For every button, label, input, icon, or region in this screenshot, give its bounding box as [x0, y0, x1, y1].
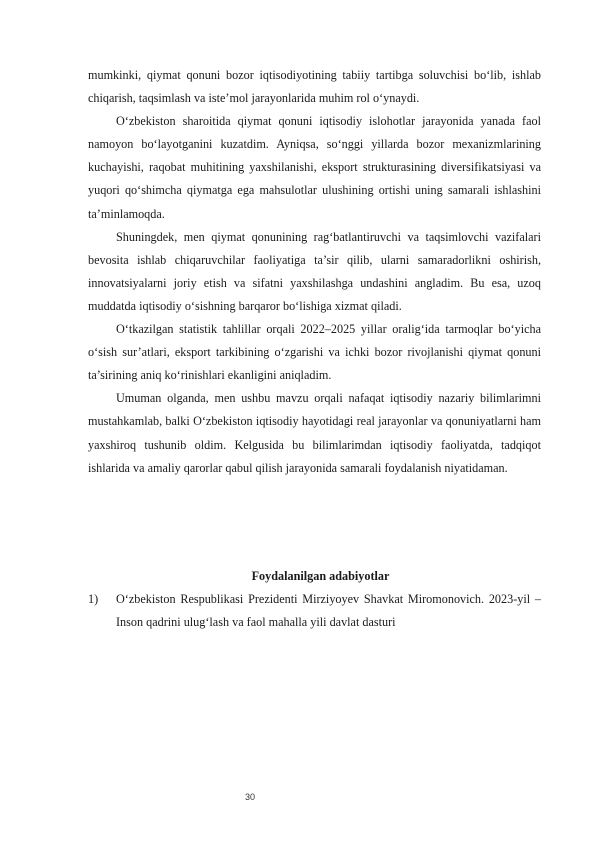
references-list — [88, 588, 541, 634]
body-paragraph-2: O‘zbekiston sharoitida qiymat qonuni iqtisodiy islohotlar jarayonida yanada faol namoyon bo‘layotganini kuzatdim. Ayniqsa, so‘nggi yillarda bozor mexanizmlarining kuchayishi, raqobat muhitining yaxshilanishi, eksport strukturasining diversifikatsiyasi va yuqori qo‘shimcha qiymatga ega mahsulotlar ulushining ortishi uning samarali ishlashini ta’minlamoqda. — [88, 114, 541, 221]
reference-item-1 — [88, 588, 541, 634]
document-body — [88, 64, 541, 634]
reference-text: O‘zbekiston Respublikasi Prezidenti Mirziyoyev Shavkat Miromonovich. 2023-yil – Inson qadrini ulug‘lash va faol mahalla yili davlat dasturi — [116, 591, 541, 629]
page-number: 30 — [244, 792, 255, 802]
body-paragraph-1: mumkinki, qiymat qonuni bozor iqtisodiyotining tabiiy tartibga soluvchisi bo‘lib, ishlab chiqarish, taqsimlash va iste’mol jarayonlarida muhim rol o‘ynaydi. — [88, 68, 541, 106]
body-paragraph-5: Umuman olganda, men ushbu mavzu orqali nafaqat iqtisodiy nazariy bilimlarimni mustahkamlab, balki O‘zbekiston iqtisodiy hayotidagi real jarayonlar va qonuniyatlarni ham yaxshiroq tushunib oldim. Kelgusida bu bilimlarimdan iqtisodiy faoliyatda, tadqiqot ishlarida va amaliy qarorlar qabul qilish jarayonida samarali foydalanish niyatidaman. — [88, 391, 541, 475]
body-paragraph-3: Shuningdek, men qiymat qonunining rag‘batlantiruvchi va taqsimlovchi vazifalari bevosita ishlab chiqaruvchilar faoliyatiga ta’sir qilib, ularni samaradorlikni oshirish, innovatsiyalarni joriy etish va sifatni yaxshilashga undashini angladim. Bu esa, uzoq muddatda iqtisodiy o‘sishning barqaror bo‘lishiga xizmat qiladi. — [88, 229, 541, 313]
reference-number: 1) — [88, 591, 99, 606]
references-title: Foydalanilgan adabiyotlar — [251, 568, 390, 583]
section-spacer — [88, 480, 541, 565]
body-paragraph-4: O‘tkazilgan statistik tahlillar orqali 2022–2025 yillar oralig‘ida tarmoqlar bo‘yicha o‘sish sur’atlari, eksport tarkibining o‘zgarishi va ichki bozor rivojlanishi qiymat qonuni ta’sirining aniq ko‘rinishlari ekanligini aniqladim. — [88, 322, 541, 383]
